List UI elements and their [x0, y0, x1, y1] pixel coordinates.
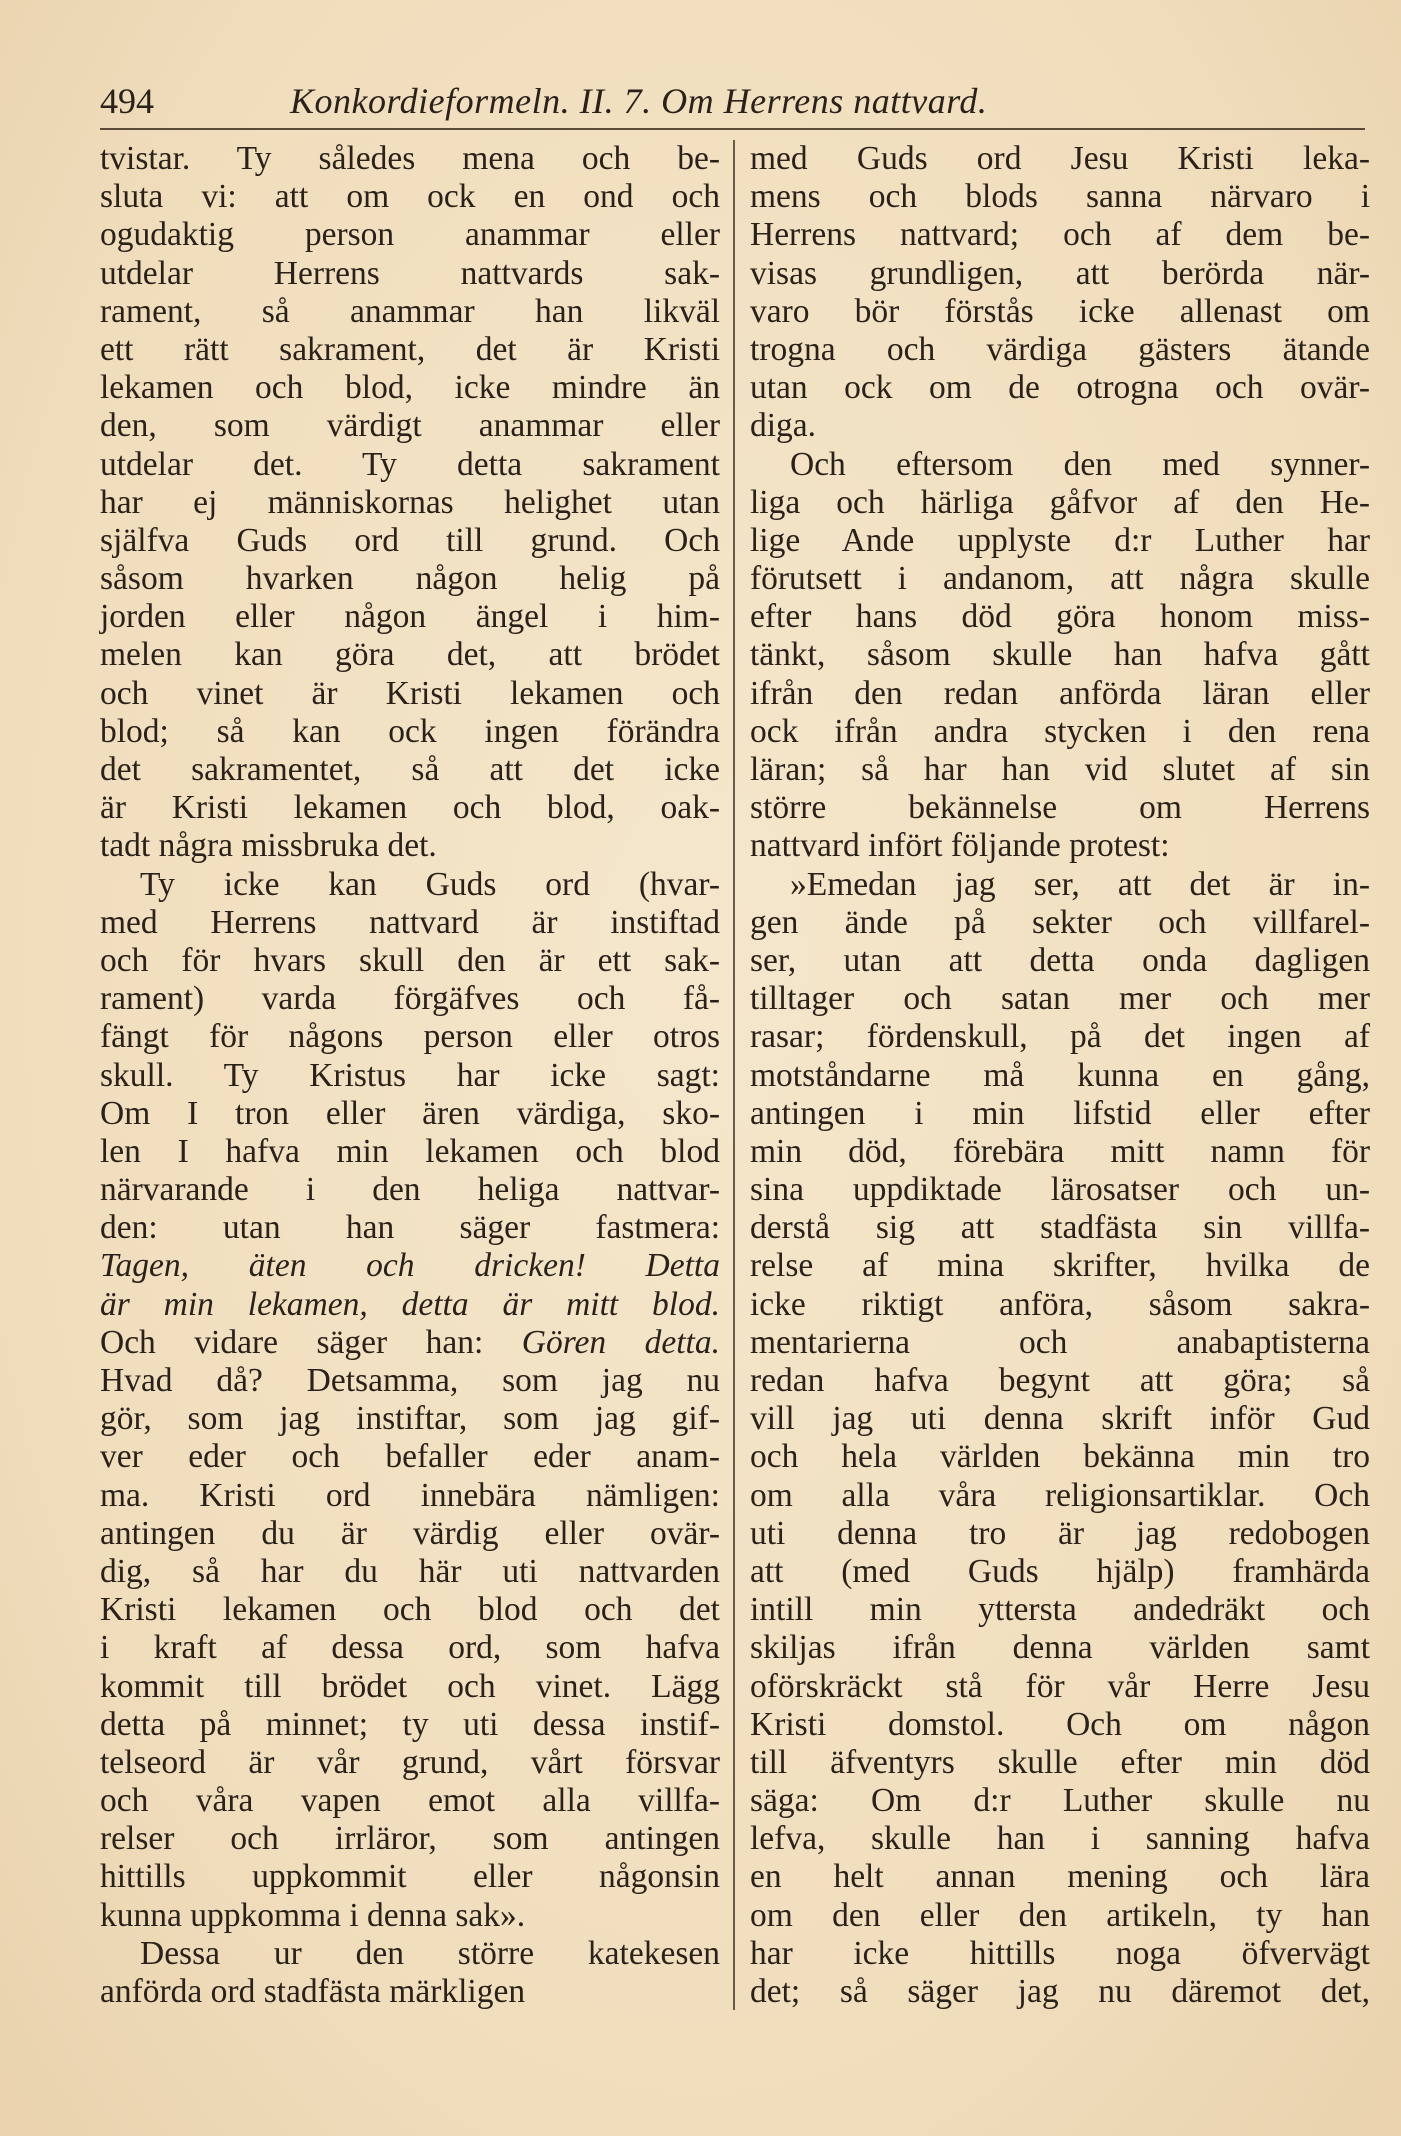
text-line: antingen i min lifstid eller efter [750, 1094, 1370, 1132]
text-line: mentarierna och anabaptisterna [750, 1323, 1370, 1361]
text-line: Kristi domstol. Och om någon [750, 1705, 1370, 1743]
text-line: om alla våra religionsartiklar. Och [750, 1476, 1370, 1514]
text-line: närvarande i den heliga nattvar- [100, 1171, 720, 1209]
text-line: själfva Guds ord till grund. Och [100, 521, 720, 559]
text-line: lefva, skulle han i sanning hafva [750, 1820, 1370, 1858]
text-line: relser och irrläror, som antingen [100, 1820, 720, 1858]
text-line: blod; så kan ock ingen förändra [100, 712, 720, 750]
text-line: gen ände på sekter och villfarel- [750, 903, 1370, 941]
text-line: och för hvars skull den är ett sak- [100, 941, 720, 979]
text-line: dig, så har du här uti nattvarden [100, 1552, 720, 1590]
text-line: såsom hvarken någon helig på [100, 560, 720, 598]
right-column [750, 140, 1370, 2011]
text-line: Och vidare säger han: Gören detta. [100, 1323, 720, 1361]
text-line: rasar; fördenskull, på det ingen af [750, 1018, 1370, 1056]
page-number: 494 [100, 81, 154, 121]
text-line: efter hans död göra honom miss- [750, 598, 1370, 636]
text-line: skiljas ifrån denna världen samt [750, 1629, 1370, 1667]
text-line: kunna uppkomma i denna sak». [100, 1896, 526, 1934]
text-line: vill jag uti denna skrift inför Gud [750, 1400, 1370, 1438]
text-line: visas grundligen, att berörda när- [750, 254, 1370, 292]
text-line: ver eder och befaller eder anam- [100, 1438, 720, 1476]
italic-phrase: Tagen, äten och dricken! Detta [100, 1247, 720, 1285]
text-line: ett rätt sakrament, det är Kristi [100, 330, 720, 368]
text-line: till äfventyrs skulle efter min död [750, 1743, 1370, 1781]
text-line: rament) varda förgäfves och få- [100, 980, 720, 1018]
text-line: min död, förebära mitt namn för [750, 1132, 1370, 1170]
column-divider [733, 140, 735, 2010]
text-line: tadt några missbruka det. [100, 827, 437, 865]
text-line: utdelar det. Ty detta sakrament [100, 445, 720, 483]
text-line: en helt annan mening och lära [750, 1858, 1370, 1896]
text-line: Herrens nattvard; och af dem be- [750, 216, 1370, 254]
left-column [100, 140, 720, 2011]
text-line: Och eftersom den med synner- [790, 445, 1370, 483]
text-line: och vinet är Kristi lekamen och [100, 674, 720, 712]
text-line: med Guds ord Jesu Kristi leka- [750, 140, 1370, 177]
text-line: uti denna tro är jag redobogen [750, 1514, 1370, 1552]
text-line: mens och blods sanna närvaro i [750, 178, 1370, 216]
text-line: anförda ord stadfästa märkligen [100, 1973, 526, 2010]
text-line: Dessa ur den större katekesen [140, 1934, 720, 1972]
text-line: ser, utan att detta onda dagligen [750, 941, 1370, 979]
text-line: den: utan han säger fastmera: [100, 1209, 720, 1247]
text-line: oförskräckt stå för vår Herre Jesu [750, 1667, 1370, 1705]
text-line: jorden eller någon ängel i him- [100, 598, 720, 636]
text-line: att (med Guds hjälp) framhärda [750, 1552, 1370, 1590]
text-line: intill min yttersta andedräkt och [750, 1591, 1370, 1629]
text-line: Hvad då? Detsamma, som jag nu [100, 1362, 720, 1399]
text-line: större bekännelse om Herrens [750, 789, 1370, 827]
text-line: motståndarne må kunna en gång, [750, 1056, 1370, 1094]
text-line: Om I tron eller ären värdiga, sko- [100, 1094, 720, 1132]
text-line: är Kristi lekamen och blod, oak- [100, 789, 720, 827]
text-line: nattvard infört följande protest: [750, 827, 1170, 865]
text-line: utan ock om de otrogna och ovär- [750, 369, 1370, 407]
text-line: antingen du är värdig eller ovär- [100, 1514, 720, 1552]
header-rule [100, 128, 1365, 130]
text-line: sina uppdiktade lärosatser och un- [750, 1171, 1370, 1209]
text-line: varo bör förstås icke allenast om [750, 292, 1370, 330]
text-line: ogudaktig person anammar eller [100, 216, 720, 254]
text-line: förutsett i andanom, att några skulle [750, 560, 1370, 598]
text-line: och hela världen bekänna min tro [750, 1438, 1370, 1476]
italic-phrase: Gören detta. [521, 1323, 720, 1361]
text-line: trogna och värdiga gästers ätande [750, 330, 1370, 368]
text-line: ma. Kristi ord innebära nämligen: [100, 1476, 720, 1514]
text-line: säga: Om d:r Luther skulle nu [750, 1782, 1370, 1820]
text-line: tilltager och satan mer och mer [750, 980, 1370, 1018]
text-line: ock ifrån andra stycken i den rena [750, 712, 1370, 750]
text-line: kommit till brödet och vinet. Lägg [100, 1667, 720, 1705]
text-line: telseord är vår grund, vårt försvar [100, 1743, 720, 1781]
text-line: läran; så har han vid slutet af sin [750, 751, 1370, 788]
text-line: sluta vi: att om ock en ond och [100, 178, 720, 216]
text-line: tvistar. Ty således mena och be- [100, 140, 720, 177]
text-line: derstå sig att stadfästa sin villfa- [750, 1209, 1370, 1247]
text-line: skull. Ty Kristus har icke sagt: [100, 1056, 720, 1094]
text-line: och våra vapen emot alla villfa- [100, 1782, 720, 1820]
page-header [100, 74, 1365, 128]
text-line: len I hafva min lekamen och blod [100, 1132, 720, 1170]
text-line: ifrån den redan anförda läran eller [750, 674, 1370, 712]
text-line: lige Ande upplyste d:r Luther har [750, 521, 1370, 559]
text-line: diga. [750, 407, 817, 445]
text-line: tänkt, såsom skulle han hafva gått [750, 636, 1370, 674]
italic-phrase: är min lekamen, detta är mitt blod. [100, 1285, 720, 1323]
text-line: det; så säger jag nu däremot det, [750, 1973, 1370, 2010]
text-line: »Emedan jag ser, att det är in- [790, 865, 1370, 903]
running-title: Konkordieformeln. II. 7. Om Herrens nattvard. [290, 81, 988, 121]
text-line: gör, som jag instiftar, som jag gif- [100, 1400, 720, 1438]
text-line: relse af mina skrifter, hvilka de [750, 1247, 1370, 1285]
text-line: icke riktigt anföra, såsom sakra- [750, 1285, 1370, 1323]
text-line: lekamen och blod, icke mindre än [100, 369, 720, 407]
text-line [100, 1286, 720, 1324]
text-line: den, som värdigt anammar eller [100, 407, 720, 445]
text-line: har ej människornas helighet utan [100, 483, 720, 521]
text-line: utdelar Herrens nattvards sak- [100, 254, 720, 292]
text-line: hittills uppkommit eller någonsin [100, 1858, 720, 1896]
text-line: liga och härliga gåfvor af den He- [750, 483, 1370, 521]
text-line: har icke hittills noga öfvervägt [750, 1934, 1370, 1972]
text-line: redan hafva begynt att göra; så [750, 1362, 1370, 1399]
text-line: fängt för någons person eller otros [100, 1018, 720, 1056]
text-line: detta på minnet; ty uti dessa instif- [100, 1705, 720, 1743]
text-line [100, 1247, 720, 1285]
text-line: det sakramentet, så att det icke [100, 751, 720, 788]
text-line: i kraft af dessa ord, som hafva [100, 1629, 720, 1667]
text-line: Ty icke kan Guds ord (hvar- [140, 865, 720, 903]
text-line: rament, så anammar han likväl [100, 292, 720, 330]
text-line: Kristi lekamen och blod och det [100, 1591, 720, 1629]
text-line: med Herrens nattvard är instiftad [100, 903, 720, 941]
text-line: melen kan göra det, att brödet [100, 636, 720, 674]
text-line: om den eller den artikeln, ty han [750, 1896, 1370, 1934]
